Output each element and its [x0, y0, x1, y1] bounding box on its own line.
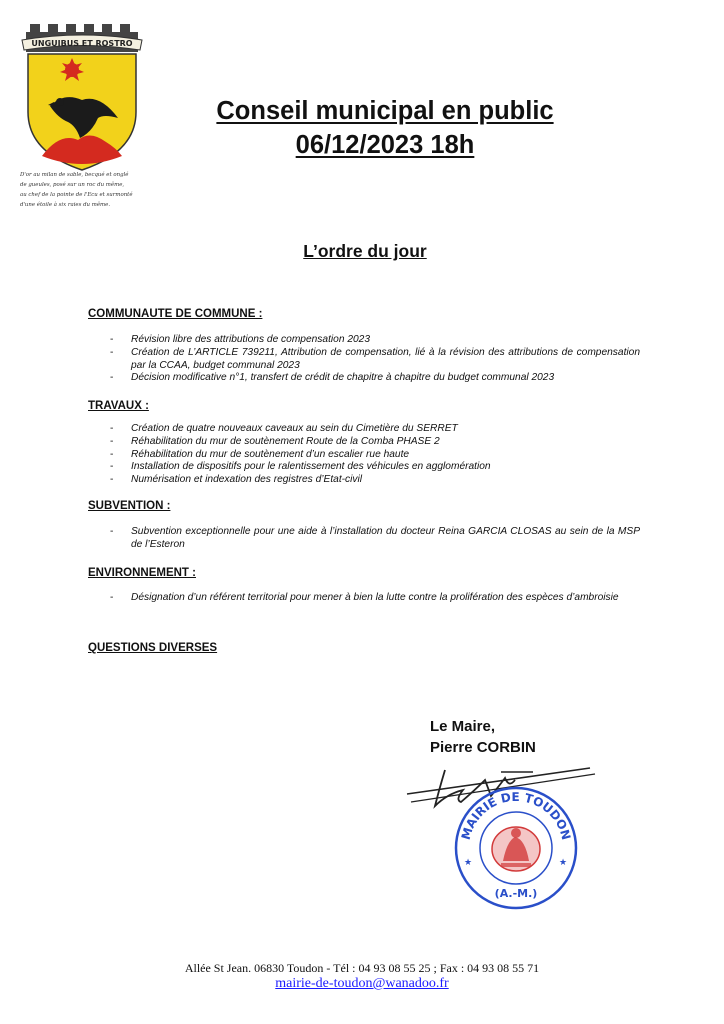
list-item: - Création de quatre nouveaux caveaux au sein du Cimetière du SERRET — [88, 423, 640, 436]
section-heading-questions: QUESTIONS DIVERSES — [88, 642, 218, 654]
list-item: - Subvention exceptionnelle pour une aide à l’installation du docteur Reina GARCIA CLOSAS au sein de la MSP de l’Esteron — [88, 526, 640, 552]
coat-of-arms-logo — [20, 22, 144, 172]
section-list-travaux — [88, 423, 640, 487]
section-heading-subvention: SUBVENTION : — [88, 500, 171, 512]
section-heading-environnement: ENVIRONNEMENT : — [88, 567, 196, 579]
section-heading-travaux: TRAVAUX : — [88, 400, 149, 412]
section-list-communaute — [88, 334, 640, 385]
svg-text:UNGUIBUS ET ROSTRO: UNGUIBUS ET ROSTRO — [31, 39, 133, 48]
svg-text:(A.-M.): (A.-M.) — [494, 887, 538, 900]
caption-line: au chef de la pointe de l'Ecu et surmonté — [20, 192, 133, 198]
list-item: - Installation de dispositifs pour le ralentissement des véhicules en agglomération — [88, 461, 640, 474]
caption-line: D'or au milan de sable, becqué et onglé — [20, 172, 129, 178]
list-item: - Réhabilitation du mur de soutènement d’un escalier rue haute — [88, 449, 640, 462]
svg-text:★: ★ — [464, 858, 473, 868]
section-heading-communaute: COMMUNAUTE DE COMMUNE : — [88, 308, 263, 320]
meeting-date: 06/12/2023 18h — [295, 131, 475, 159]
footer-email-link[interactable]: mairie-de-toudon@wanadoo.fr — [275, 976, 449, 991]
list-item: - Numérisation et indexation des registres d’Etat-civil — [88, 474, 640, 487]
signatory-title: Le Maire, — [430, 718, 496, 735]
caption-line: de gueules, posé sur un roc du même, — [20, 182, 125, 188]
section-list-environnement — [88, 592, 640, 605]
page-title: Conseil municipal en public — [216, 97, 554, 125]
list-item: - Réhabilitation du mur de soutènement Route de la Comba PHASE 2 — [88, 436, 640, 449]
svg-text:★: ★ — [559, 858, 568, 868]
signatory-name: Pierre CORBIN — [430, 739, 536, 756]
list-item: - Décision modificative n°1, transfert de crédit de chapitre à chapitre du budget communal 2023 — [88, 372, 640, 385]
coat-of-arms-caption — [20, 170, 145, 210]
footer-address: Allée St Jean. 06830 Toudon - Tél : 04 93 08 55 25 ; Fax : 04 93 08 55 71 — [184, 961, 540, 975]
town-hall-stamp — [451, 785, 581, 911]
list-item: - Création de L’ARTICLE 739211, Attribution de compensation, lié à la révision des attributions de compensation par la CCAA, budget communal 2023 — [88, 347, 640, 373]
list-item: - Révision libre des attributions de compensation 2023 — [88, 334, 640, 347]
section-list-subvention — [88, 526, 640, 552]
caption-line: d'une étoile à six raies du même. — [20, 202, 111, 208]
svg-text:MAIRIE DE TOUDON: MAIRIE DE TOUDON — [458, 789, 574, 842]
list-item: - Désignation d’un référent territorial pour mener à bien la lutte contre la prolifération des espèces d’ambroisie — [88, 592, 640, 605]
agenda-heading: L’ordre du jour — [303, 241, 427, 261]
